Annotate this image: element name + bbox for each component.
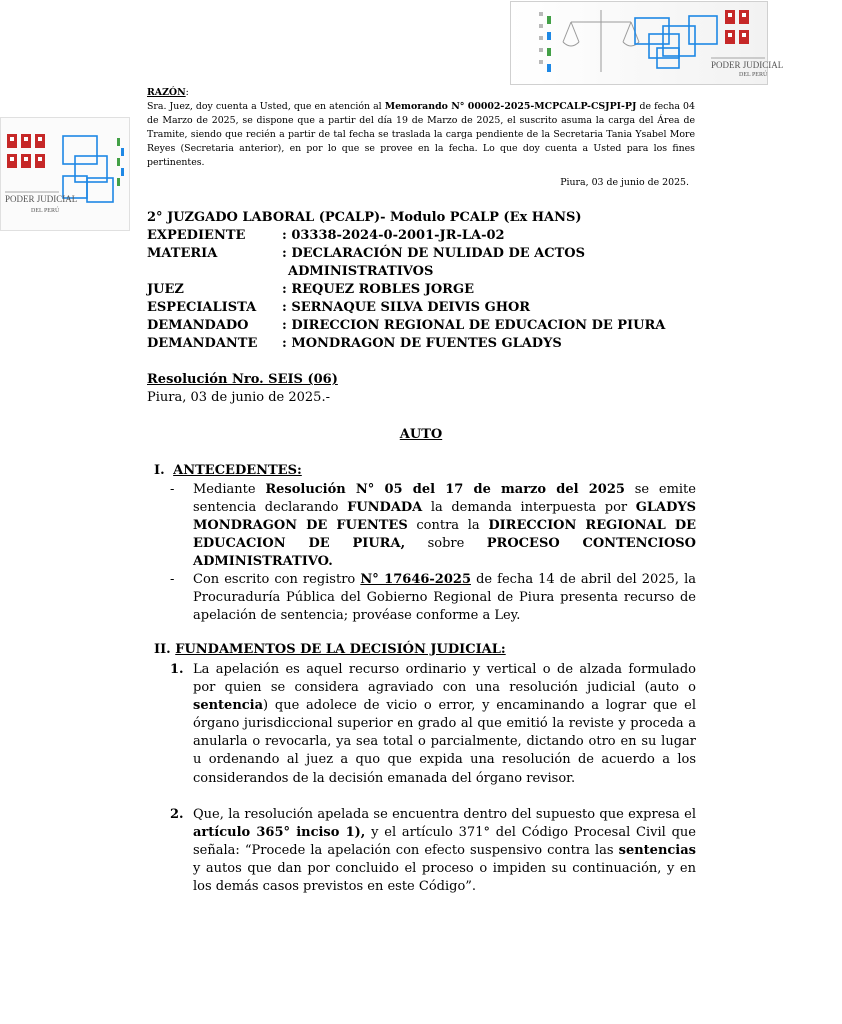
razon-text: Sra. Juez, doy cuenta a Usted, que en atención al Memorando N° 00002-2025-MCPCALP-CSJPI-PJ de fecha 04 de Marzo de 2025, se dispone que a partir del día 19 de Marzo de 2025, el suscrito asuma la carga del Área de Tramite, siendo que recién a partir de tal fecha se traslada la carga pendiente de la Secretaria Tania Ysabel More Reyes (Secretaria anterior), en por lo que se provee en la fecha. Lo que doy cuenta a Usted para los fines pertinentes. — [147, 101, 695, 169]
section-fundamentos-heading — [154, 642, 506, 657]
razon-heading: RAZÓN — [147, 87, 186, 98]
case-value: : SERNAQUE SILVA DEIVIS GHOR — [282, 300, 531, 315]
auto-title: AUTO — [399, 427, 443, 442]
case-value: : MONDRAGON DE FUENTES GLADYS — [282, 336, 562, 351]
court-name: 2° JUZGADO LABORAL (PCALP)- Modulo PCALP (Ex HANS) — [147, 210, 582, 225]
section-number: I. — [154, 463, 165, 478]
case-label: DEMANDANTE — [147, 336, 258, 351]
case-label: MATERIA — [147, 246, 218, 261]
section-title: ANTECEDENTES: — [173, 463, 302, 478]
section-title: FUNDAMENTOS DE LA DECISIÓN JUDICIAL: — [175, 642, 506, 657]
case-label: DEMANDADO — [147, 318, 249, 333]
antecedente-item-1: Mediante Resolución N° 05 del 17 de marzo del 2025 se emite sentencia declarando FUNDADA la demanda interpuesta por GLADYS MONDRAGON DE FUENTES contra la DIRECCION REGIONAL DE EDUCACION DE PIURA, sobre PROCESO CONTENCIOSO ADMINISTRATIVO. — [193, 482, 697, 570]
item-number: 2. — [170, 807, 184, 822]
poder-judicial-emblem-icon — [1, 118, 129, 230]
case-label: ESPECIALISTA — [147, 300, 257, 315]
logo-left-brand-sub: DEL PERÚ — [31, 208, 60, 214]
razon-block: RAZÓN: Sra. Juez, doy cuenta a Usted, que en atención al Memorando N° 00002-2025-MCPCALP-CSJPI-PJ de fecha 04 de Marzo de 2025, se dispone que a partir del día 19 de Marzo de 2025, el suscrito asuma la carga del Área de Tramite, siendo que recién a partir de tal fecha se traslada la carga pendiente de la Secretaria Tania Ysabel More Reyes (Secretaria anterior), en por lo que se provee en la fecha. Lo que doy cuenta a Usted para los fines pertinentes. — [147, 86, 695, 171]
case-value: : DIRECCION REGIONAL DE EDUCACION DE PIURA — [282, 318, 666, 333]
poder-judicial-logo-top — [510, 1, 784, 85]
case-value-continuation: ADMINISTRATIVOS — [288, 264, 434, 279]
logo-top-brand-sub: DEL PERÚ — [739, 72, 768, 78]
section-antecedentes-heading — [154, 463, 302, 478]
logo-top-brand: PODER JUDICIAL — [711, 60, 784, 70]
case-label: JUEZ — [147, 282, 184, 297]
case-value: : REQUEZ ROBLES JORGE — [282, 282, 474, 297]
case-label: EXPEDIENTE — [147, 228, 246, 243]
bullet-marker: - — [170, 482, 175, 497]
case-value: : 03338-2024-0-2001-JR-LA-02 — [282, 228, 505, 243]
bullet-marker: - — [170, 572, 175, 587]
razon-date: Piura, 03 de junio de 2025. — [560, 177, 689, 188]
scales-of-justice-icon — [511, 2, 767, 84]
resolution-date: Piura, 03 de junio de 2025.- — [147, 390, 330, 405]
logo-left-brand: PODER JUDICIAL — [5, 194, 78, 204]
antecedente-item-2: Con escrito con registro N° 17646-2025 de fecha 14 de abril del 2025, la Procuraduría Pública del Gobierno Regional de Piura presenta recurso de apelación de sentencia; provéase conforme a Ley. — [193, 572, 696, 624]
case-value: : DECLARACIÓN DE NULIDAD DE ACTOS — [282, 246, 585, 261]
resolution-title: Resolución Nro. SEIS (06) — [147, 372, 338, 387]
fundamento-item-1: La apelación es aquel recurso ordinario y vertical o de alzada formulado por quien se considera agraviado con una resolución judicial (auto o sentencia) que adolece de vicio o error, y encaminando a lograr que el órgano jurisdiccional superior en grado al que emitió la reviste y proceda a anularla o revocarla, ya sea total o parcialmente, dictando otro en su lugar u ordenando al juez a quo que expida una resolución de acuerdo a los considerandos de la decisión emanada del órgano revisor. — [193, 662, 696, 786]
poder-judicial-logo-left — [0, 117, 130, 231]
fundamento-item-2: Que, la resolución apelada se encuentra dentro del supuesto que expresa el artículo 365° inciso 1), y el artículo 371° del Código Procesal Civil que señala: “Procede la apelación con efecto suspensivo contra las sentencias y autos que dan por concluido el proceso o impiden su continuación, y en los demás casos previstos en este Código”. — [193, 807, 696, 895]
memorando-ref: Memorando N° 00002-2025-MCPCALP-CSJPI-PJ — [384, 101, 637, 113]
item-number: 1. — [170, 662, 184, 677]
section-number: II. — [154, 642, 171, 657]
